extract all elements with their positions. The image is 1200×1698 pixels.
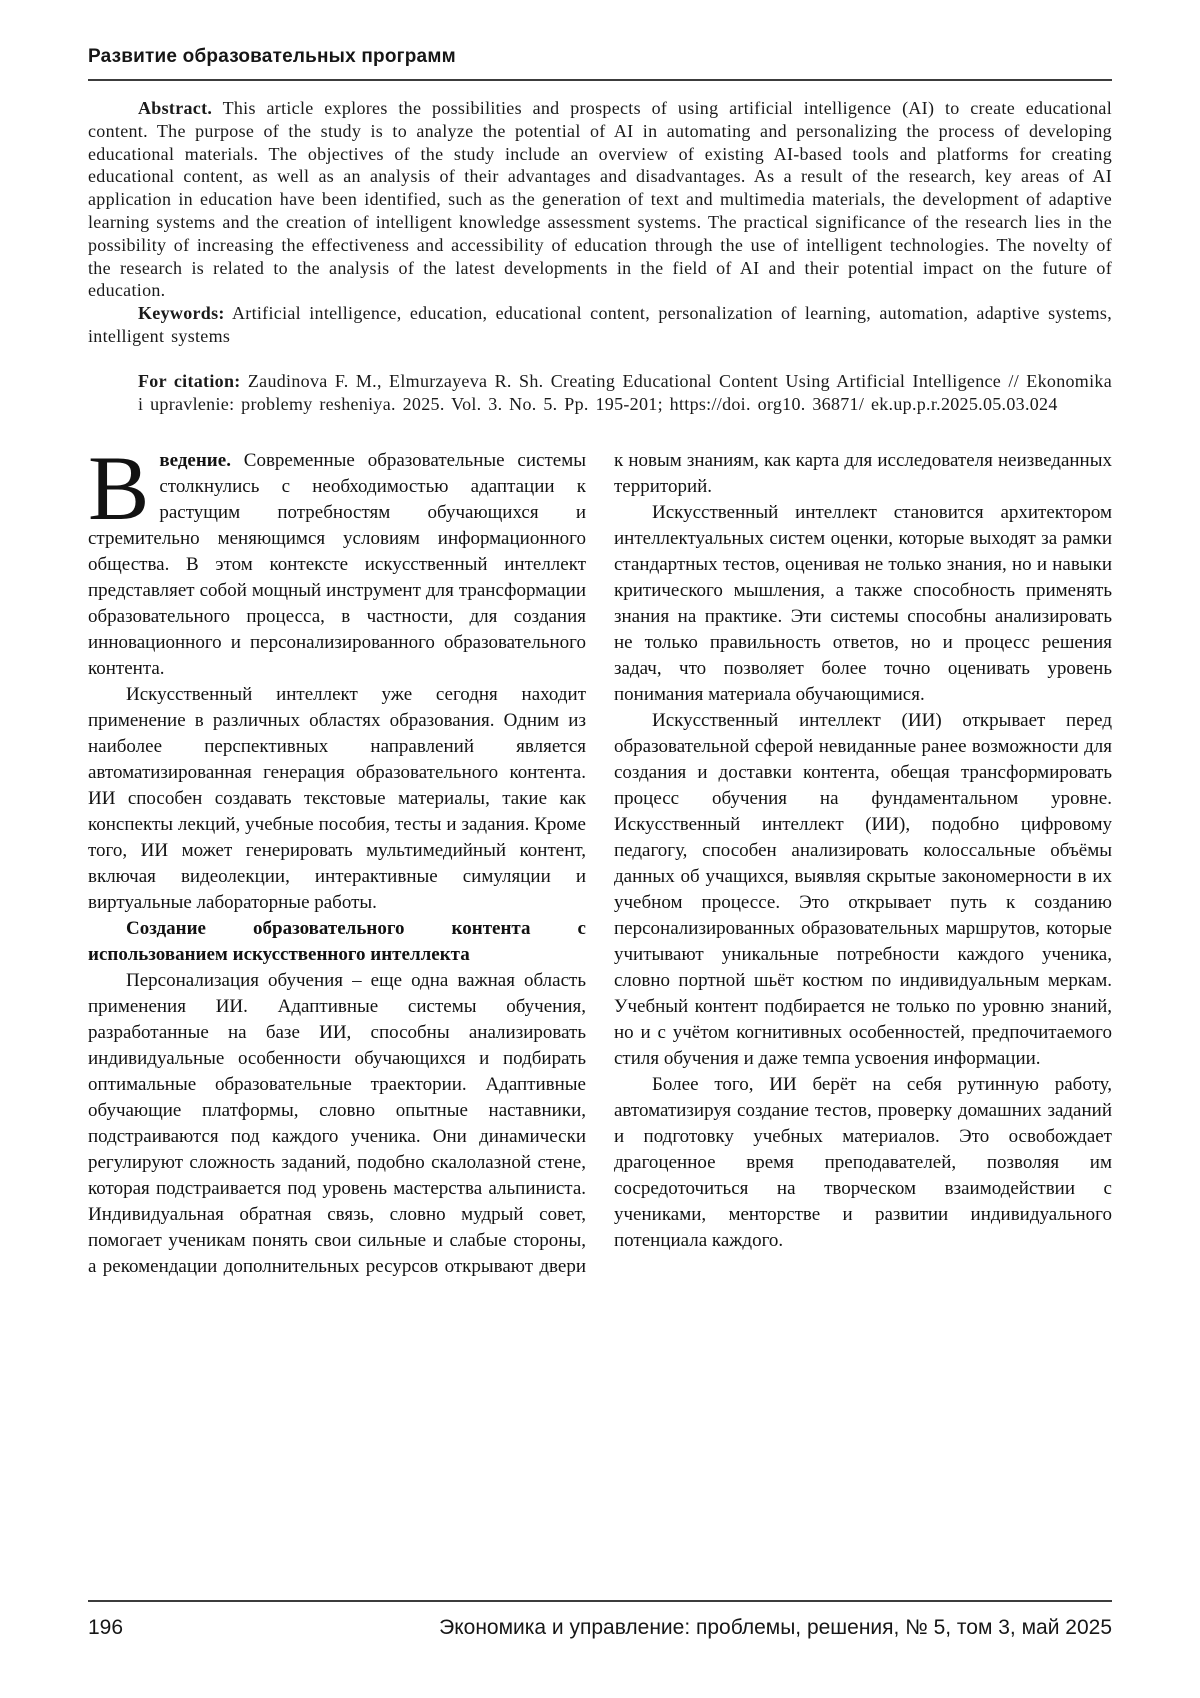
journal-title: Экономика и управление: проблемы, решения, № 5, том 3, май 2025 bbox=[439, 1616, 1112, 1639]
front-matter bbox=[88, 97, 1112, 348]
page-footer bbox=[88, 1616, 1112, 1640]
body-paragraph: Искусственный интеллект уже сегодня находит применение в различных областях образования. Одним из наиболее перспективных направлений является автоматизированная генерация образовательного контента. ИИ способен создавать текстовые материалы, такие как конспекты лекций, учебные пособия, тесты и задания. Кроме того, ИИ может генерировать мультимедийный контент, включая видеолекции, интерактивные симуляции и виртуальные лабораторные работы. bbox=[88, 683, 586, 913]
body-paragraph: Искусственный интеллект становится архитектором интеллектуальных систем оценки, которые выходят за рамки стандартных тестов, оценивая не только знания, но и навыки критического мышления, а также способность применять знания на практике. Эти системы способны анализировать не только правильность ответов, но и процесс решения задач, что позволяет более точно оценивать уровень понимания материала обучающимися. bbox=[614, 501, 1112, 705]
body-paragraph: Более того, ИИ берёт на себя рутинную работу, автоматизируя создание тестов, проверку домашних заданий и подготовку учебных материалов. Это освобождает драгоценное время преподавателей, позволяя им сосредоточиться на творческом взаимодействии с учениками, менторстве и развитии индивидуального потенциала каждого. bbox=[614, 1073, 1112, 1251]
citation-label: For citation: bbox=[138, 370, 241, 391]
keywords-label: Keywords: bbox=[138, 303, 225, 324]
keywords-paragraph bbox=[88, 302, 1112, 348]
running-title: Развитие образовательных программ bbox=[88, 46, 456, 67]
intro-paragraph bbox=[88, 436, 586, 682]
header-rule bbox=[88, 79, 1112, 81]
body-paragraph: Искусственный интеллект (ИИ) открывает перед образовательной сферой невиданные ранее возможности для создания и доставки контента, обещая трансформировать процесс обучения на фундаментальном уровне. Искусственный интеллект (ИИ), подобно цифровому педагогу, способен анализировать колоссальные объёмы данных об учащихся, выявляя скрытые закономерности в их учебном процессе. Это открывает путь к созданию персонализированных образовательных маршрутов, которые учитывают уникальные потребности каждого ученика, словно портной шьёт костюм по индивидуальным меркам. Учебный контент подбирается не только по уровню знаний, но и с учётом когнитивных особенностей, предпочитаемого стиля обучения и даже темпа усвоения информации. bbox=[614, 709, 1112, 1069]
abstract-paragraph bbox=[88, 97, 1112, 302]
citation-text: Zaudinova F. M., Elmurzayeva R. Sh. Creating Educational Content Using Artificial Intelligence // Ekonomika i upravlenie: problemy resheniya. 2025. Vol. 3. No. 5. Pp. 195-201; https://doi. org10. 36871/ ek.up.p.r.2025.05.03.024 bbox=[138, 370, 1112, 414]
intro-lead: ведение. bbox=[159, 449, 231, 471]
page-number: 196 bbox=[88, 1616, 124, 1639]
body-paragraph: Персонализация обучения – еще одна важная область применения ИИ. Адаптивные системы обучения, разработанные на базе ИИ, способны анализировать индивидуальные особенности обучающихся и подбирать оптимальные образовательные траектории. Адаптивные обучающие платформы, словно опытные наставники, подстраиваются под каждого ученика. Они динамически регулируют сложность заданий, подобно скалолазной стене, которая подстраивается под уровень мастерства альпиниста. Индивидуальная обратная связь, словно мудрый совет, помогает ученикам понять свои сильные и слабые стороны, а рекомендации дополнительных ресурсов открывают двери к новым знаниям, как карта для исследователя неизведанных территорий. bbox=[88, 449, 1112, 1277]
footer-rule bbox=[88, 1600, 1112, 1602]
intro-text: Современные образовательные системы столкнулись с необходимостью адаптации к растущим потребностям обучающихся и стремительно меняющимся условиям информационного общества. В этом контексте искусственный интеллект представляет собой мощный инструмент для трансформации образовательного процесса, в частности, для создания инновационного и персонализированного образовательного контента. bbox=[88, 449, 586, 679]
keywords-text: Artificial intelligence, education, educational content, personalization of learning, automation, adaptive systems, intelligent systems bbox=[88, 303, 1112, 346]
article-body bbox=[88, 436, 1112, 1280]
section-heading: Создание образовательного контента с использованием искусственного интеллекта bbox=[88, 917, 586, 965]
abstract-label: Abstract. bbox=[138, 98, 213, 118]
citation-block bbox=[138, 370, 1112, 416]
drop-cap: В bbox=[88, 436, 150, 539]
abstract-text: This article explores the possibilities and prospects of using artificial intelligence (AI) to create educational content. The purpose of the study is to analyze the potential of AI in automating and personalizing the process of developing educational materials. The objectives of the study include an overview of existing AI-based tools and platforms for creating educational content, as well as an analysis of their advantages and disadvantages. As a result of the research, key areas of AI application in education have been identified, such as the generation of text and multimedia materials, the development of adaptive learning systems and the creation of intelligent knowledge assessment systems. The practical significance of the research lies in the possibility of increasing the effectiveness and accessibility of education through the use of intelligent technologies. The novelty of the research is related to the analysis of the latest developments in the field of AI and their potential impact on the future of education. bbox=[88, 98, 1112, 301]
